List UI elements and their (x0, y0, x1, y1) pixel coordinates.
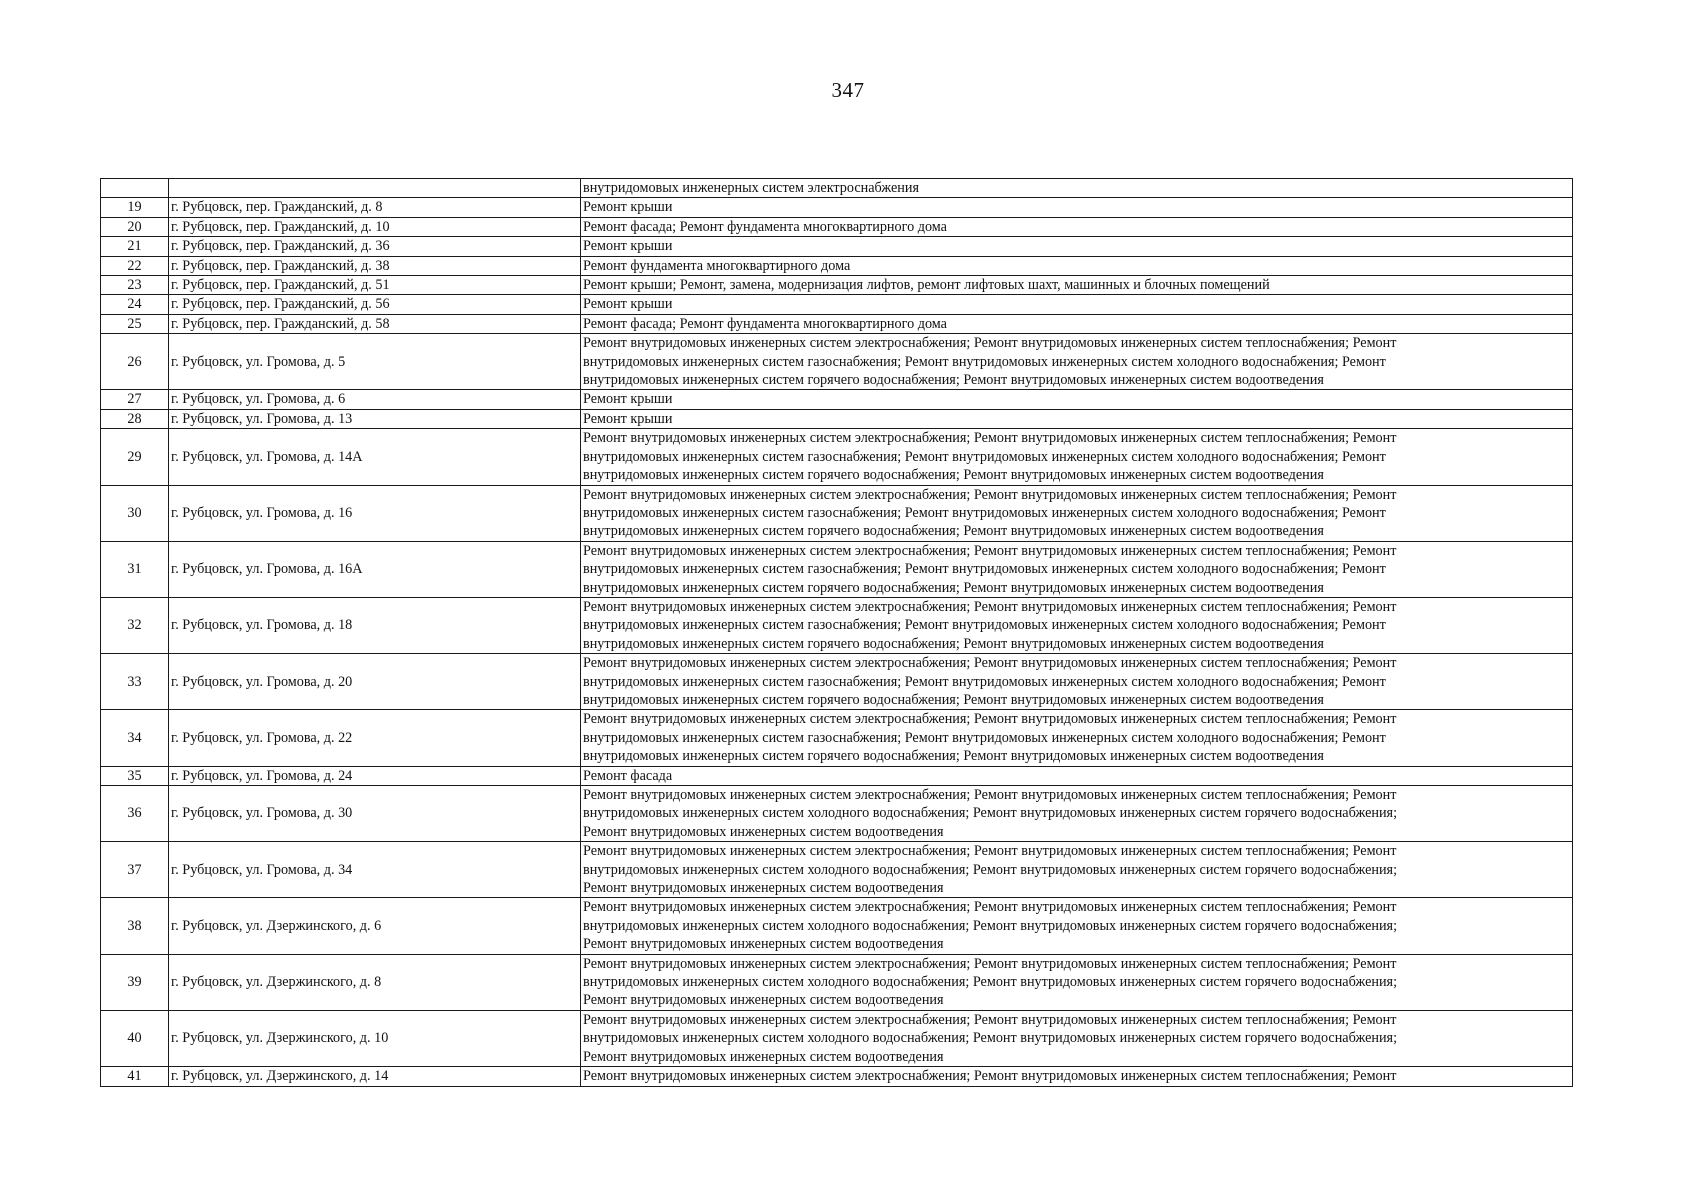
repair-table-container (100, 178, 1572, 1087)
work-line: Ремонт внутридомовых инженерных систем электроснабжения; Ремонт внутридомовых инженерных систем теплоснабжения; Ремонт (583, 955, 1397, 972)
work-line: внутридомовых инженерных систем горячего водоснабжения; Ремонт внутридомовых инженерных систем водоотведения (583, 372, 1324, 389)
work-line: Ремонт крыши (583, 391, 673, 408)
table-row (101, 198, 1573, 217)
table-row (101, 541, 1573, 597)
table-row (101, 766, 1573, 785)
table-row (101, 276, 1573, 295)
row-work-types (581, 786, 1573, 842)
row-number: 28 (101, 409, 169, 428)
row-work-types (581, 954, 1573, 1010)
row-work-types (581, 256, 1573, 275)
row-number: 34 (101, 710, 169, 766)
table-row (101, 314, 1573, 333)
row-work-types (581, 314, 1573, 333)
row-number: 37 (101, 842, 169, 898)
row-work-types (581, 179, 1573, 198)
row-number: 36 (101, 786, 169, 842)
table-row (101, 1067, 1573, 1086)
work-line: Ремонт фундамента многоквартирного дома (583, 257, 851, 274)
row-number: 35 (101, 766, 169, 785)
row-number: 32 (101, 597, 169, 653)
row-address: г. Рубцовск, ул. Дзержинского, д. 10 (169, 1010, 581, 1066)
row-number: 25 (101, 314, 169, 333)
work-line: Ремонт внутридомовых инженерных систем водоотведения (583, 1048, 944, 1065)
row-address: г. Рубцовск, ул. Дзержинского, д. 6 (169, 898, 581, 954)
table-row (101, 179, 1573, 198)
work-line: внутридомовых инженерных систем газоснабжения; Ремонт внутридомовых инженерных систем холодного водоснабжения; Ремонт (583, 673, 1386, 690)
row-address: г. Рубцовск, ул. Громова, д. 34 (169, 842, 581, 898)
row-address: г. Рубцовск, пер. Гражданский, д. 51 (169, 276, 581, 295)
work-line: Ремонт внутридомовых инженерных систем водоотведения (583, 823, 944, 840)
work-line: внутридомовых инженерных систем горячего водоснабжения; Ремонт внутридомовых инженерных систем водоотведения (583, 635, 1324, 652)
work-line: Ремонт внутридомовых инженерных систем электроснабжения; Ремонт внутридомовых инженерных систем теплоснабжения; Ремонт (583, 335, 1397, 352)
row-work-types (581, 898, 1573, 954)
work-line: внутридомовых инженерных систем горячего водоснабжения; Ремонт внутридомовых инженерных систем водоотведения (583, 523, 1324, 540)
row-work-types (581, 237, 1573, 256)
table-row (101, 390, 1573, 409)
row-address: г. Рубцовск, пер. Гражданский, д. 56 (169, 295, 581, 314)
work-line: Ремонт внутридомовых инженерных систем водоотведения (583, 992, 944, 1009)
table-row (101, 429, 1573, 485)
table-body (101, 179, 1573, 1087)
row-address: г. Рубцовск, ул. Громова, д. 13 (169, 409, 581, 428)
work-line: Ремонт внутридомовых инженерных систем электроснабжения; Ремонт внутридомовых инженерных систем теплоснабжения; Ремонт (583, 542, 1397, 559)
row-address: г. Рубцовск, ул. Громова, д. 30 (169, 786, 581, 842)
row-work-types (581, 541, 1573, 597)
row-work-types (581, 409, 1573, 428)
page-number: 347 (831, 78, 865, 102)
row-address: г. Рубцовск, ул. Дзержинского, д. 14 (169, 1067, 581, 1086)
row-number: 22 (101, 256, 169, 275)
row-number: 40 (101, 1010, 169, 1066)
table-row (101, 485, 1573, 541)
work-line: Ремонт внутридомовых инженерных систем электроснабжения; Ремонт внутридомовых инженерных систем теплоснабжения; Ремонт (583, 486, 1397, 503)
row-number: 27 (101, 390, 169, 409)
row-work-types (581, 217, 1573, 236)
row-number: 26 (101, 334, 169, 390)
work-line: внутридомовых инженерных систем горячего водоснабжения; Ремонт внутридомовых инженерных систем водоотведения (583, 467, 1324, 484)
table-row (101, 256, 1573, 275)
row-number: 30 (101, 485, 169, 541)
row-address: г. Рубцовск, ул. Громова, д. 5 (169, 334, 581, 390)
row-work-types (581, 1010, 1573, 1066)
work-line: внутридомовых инженерных систем газоснабжения; Ремонт внутридомовых инженерных систем холодного водоснабжения; Ремонт (583, 561, 1386, 578)
work-line: внутридомовых инженерных систем горячего водоснабжения; Ремонт внутридомовых инженерных систем водоотведения (583, 748, 1324, 765)
work-line: Ремонт фасада; Ремонт фундамента многоквартирного дома (583, 218, 947, 235)
row-work-types (581, 597, 1573, 653)
work-line: внутридомовых инженерных систем газоснабжения; Ремонт внутридомовых инженерных систем холодного водоснабжения; Ремонт (583, 448, 1386, 465)
work-line: Ремонт фасада; Ремонт фундамента многоквартирного дома (583, 315, 947, 332)
row-work-types (581, 390, 1573, 409)
row-work-types (581, 295, 1573, 314)
row-number: 20 (101, 217, 169, 236)
row-address: г. Рубцовск, ул. Громова, д. 24 (169, 766, 581, 785)
table-row (101, 786, 1573, 842)
work-line: внутридомовых инженерных систем холодного водоснабжения; Ремонт внутридомовых инженерных систем горячего водоснабжения; (583, 1030, 1398, 1047)
work-line: внутридомовых инженерных систем горячего водоснабжения; Ремонт внутридомовых инженерных систем водоотведения (583, 691, 1324, 708)
table-row (101, 237, 1573, 256)
work-line: Ремонт внутридомовых инженерных систем электроснабжения; Ремонт внутридомовых инженерных систем теплоснабжения; Ремонт (583, 711, 1397, 728)
work-line: внутридомовых инженерных систем газоснабжения; Ремонт внутридомовых инженерных систем холодного водоснабжения; Ремонт (583, 353, 1386, 370)
row-work-types (581, 1067, 1573, 1086)
work-line: Ремонт внутридомовых инженерных систем электроснабжения; Ремонт внутридомовых инженерных систем теплоснабжения; Ремонт (583, 655, 1397, 672)
row-address: г. Рубцовск, ул. Громова, д. 16 (169, 485, 581, 541)
work-line: внутридомовых инженерных систем газоснабжения; Ремонт внутридомовых инженерных систем холодного водоснабжения; Ремонт (583, 504, 1386, 521)
row-number: 23 (101, 276, 169, 295)
row-work-types (581, 198, 1573, 217)
row-address: г. Рубцовск, ул. Громова, д. 14А (169, 429, 581, 485)
row-address: г. Рубцовск, пер. Гражданский, д. 38 (169, 256, 581, 275)
work-line: Ремонт внутридомовых инженерных систем водоотведения (583, 880, 944, 897)
row-address: г. Рубцовск, ул. Громова, д. 16А (169, 541, 581, 597)
row-address: г. Рубцовск, ул. Громова, д. 22 (169, 710, 581, 766)
work-line: внутридомовых инженерных систем газоснабжения; Ремонт внутридомовых инженерных систем холодного водоснабжения; Ремонт (583, 617, 1386, 634)
work-line: Ремонт крыши (583, 410, 673, 427)
row-number (101, 179, 169, 198)
table-row (101, 710, 1573, 766)
work-line: внутридомовых инженерных систем газоснабжения; Ремонт внутридомовых инженерных систем холодного водоснабжения; Ремонт (583, 729, 1386, 746)
work-line: Ремонт внутридомовых инженерных систем электроснабжения; Ремонт внутридомовых инженерных систем теплоснабжения; Ремонт (583, 1011, 1397, 1028)
row-work-types (581, 654, 1573, 710)
row-number: 29 (101, 429, 169, 485)
work-line: Ремонт внутридомовых инженерных систем электроснабжения; Ремонт внутридомовых инженерных систем теплоснабжения; Ремонт (583, 787, 1397, 803)
work-line: Ремонт внутридомовых инженерных систем электроснабжения; Ремонт внутридомовых инженерных систем теплоснабжения; Ремонт (583, 843, 1397, 860)
row-work-types (581, 334, 1573, 390)
row-number: 39 (101, 954, 169, 1010)
row-address: г. Рубцовск, пер. Гражданский, д. 10 (169, 217, 581, 236)
row-address: г. Рубцовск, ул. Громова, д. 18 (169, 597, 581, 653)
work-line: Ремонт внутридомовых инженерных систем электроснабжения; Ремонт внутридомовых инженерных систем теплоснабжения; Ремонт (583, 1068, 1397, 1085)
row-address: г. Рубцовск, ул. Громова, д. 6 (169, 390, 581, 409)
row-address: г. Рубцовск, пер. Гражданский, д. 8 (169, 198, 581, 217)
table-row (101, 217, 1573, 236)
work-line: Ремонт фасада (583, 767, 673, 784)
work-line: Ремонт крыши (583, 238, 673, 255)
work-line: внутридомовых инженерных систем холодного водоснабжения; Ремонт внутридомовых инженерных систем горячего водоснабжения; (583, 861, 1398, 878)
row-work-types (581, 766, 1573, 785)
work-line: Ремонт внутридомовых инженерных систем электроснабжения; Ремонт внутридомовых инженерных систем теплоснабжения; Ремонт (583, 899, 1397, 916)
work-line: Ремонт крыши (583, 296, 673, 313)
work-line: Ремонт внутридомовых инженерных систем водоотведения (583, 936, 944, 953)
table-row (101, 295, 1573, 314)
row-work-types (581, 429, 1573, 485)
work-line: Ремонт крыши (583, 199, 673, 216)
table-row (101, 954, 1573, 1010)
row-address (169, 179, 581, 198)
row-number: 31 (101, 541, 169, 597)
row-work-types (581, 710, 1573, 766)
work-line: внутридомовых инженерных систем горячего водоснабжения; Ремонт внутридомовых инженерных систем водоотведения (583, 579, 1324, 596)
table-row (101, 898, 1573, 954)
table-row (101, 334, 1573, 390)
row-number: 21 (101, 237, 169, 256)
row-number: 41 (101, 1067, 169, 1086)
table-row (101, 409, 1573, 428)
row-address: г. Рубцовск, ул. Дзержинского, д. 8 (169, 954, 581, 1010)
table-row (101, 842, 1573, 898)
table-row (101, 654, 1573, 710)
row-work-types (581, 485, 1573, 541)
row-work-types (581, 276, 1573, 295)
row-number: 24 (101, 295, 169, 314)
work-line: Ремонт крыши; Ремонт, замена, модернизация лифтов, ремонт лифтовых шахт, машинных и блочных помещений (583, 277, 1270, 294)
row-work-types (581, 842, 1573, 898)
work-line: внутридомовых инженерных систем холодного водоснабжения; Ремонт внутридомовых инженерных систем горячего водоснабжения; (583, 917, 1398, 934)
table-row (101, 597, 1573, 653)
work-line: внутридомовых инженерных систем холодного водоснабжения; Ремонт внутридомовых инженерных систем горячего водоснабжения; (583, 974, 1398, 991)
work-line: Ремонт внутридомовых инженерных систем электроснабжения; Ремонт внутридомовых инженерных систем теплоснабжения; Ремонт (583, 430, 1397, 447)
work-line: Ремонт внутридомовых инженерных систем электроснабжения; Ремонт внутридомовых инженерных систем теплоснабжения; Ремонт (583, 598, 1397, 615)
row-number: 33 (101, 654, 169, 710)
row-address: г. Рубцовск, пер. Гражданский, д. 58 (169, 314, 581, 333)
work-line: внутридомовых инженерных систем холодного водоснабжения; Ремонт внутридомовых инженерных систем горячего водоснабжения; (583, 805, 1398, 822)
row-address: г. Рубцовск, ул. Громова, д. 20 (169, 654, 581, 710)
table-row (101, 1010, 1573, 1066)
row-number: 38 (101, 898, 169, 954)
row-address: г. Рубцовск, пер. Гражданский, д. 36 (169, 237, 581, 256)
work-line: внутридомовых инженерных систем электроснабжения (583, 180, 919, 196)
row-number: 19 (101, 198, 169, 217)
repair-table (100, 178, 1573, 1087)
